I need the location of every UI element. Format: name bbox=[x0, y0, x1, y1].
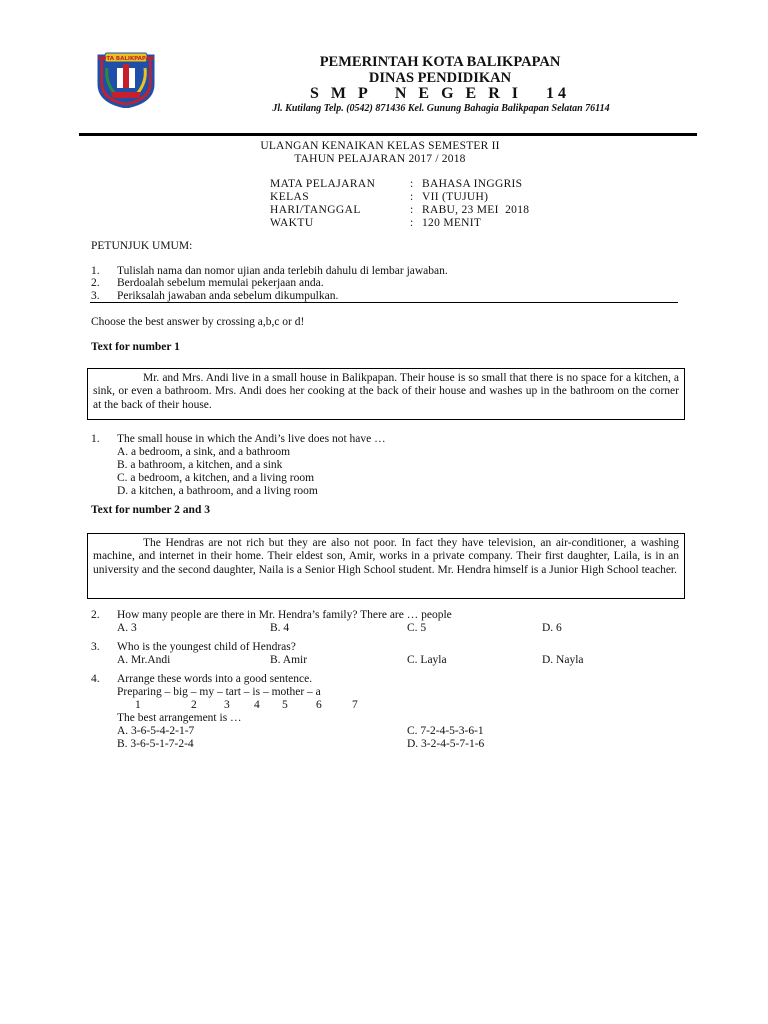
q1-option-a[interactable]: A. a bedroom, a sink, and a bathroom bbox=[117, 446, 291, 458]
question-number: 1. bbox=[91, 433, 100, 445]
school-title: S M P N E G E R I 14 bbox=[309, 85, 570, 102]
question-4-prompt: The best arrangement is … bbox=[117, 712, 242, 724]
q2-option-a[interactable]: A. 3 bbox=[117, 622, 137, 634]
q1-option-b[interactable]: B. a bathroom, a kitchen, and a sink bbox=[117, 459, 283, 471]
info-key: HARI/TANGGAL bbox=[270, 204, 361, 216]
q4-option-d[interactable]: D. 3-2-4-5-7-1-6 bbox=[407, 738, 485, 750]
q1-option-d[interactable]: D. a kitchen, a bathroom, and a living room bbox=[117, 485, 318, 497]
school-address: Jl. Kutilang Telp. (0542) 871436 Kel. Gunung Bahagia Balikpapan Selatan 76114 bbox=[272, 103, 610, 114]
question-4-text: Arrange these words into a good sentence. bbox=[117, 673, 313, 685]
q4-option-a[interactable]: A. 3-6-5-4-2-1-7 bbox=[117, 725, 195, 737]
question-number: 2. bbox=[91, 609, 100, 621]
q1-option-c[interactable]: C. a bedroom, a kitchen, and a living room bbox=[117, 472, 315, 484]
passage-box-1 bbox=[87, 368, 685, 420]
q2-option-b[interactable]: B. 4 bbox=[270, 622, 290, 634]
exam-title: ULANGAN KENAIKAN KELAS SEMESTER II bbox=[260, 140, 500, 152]
q4-option-c[interactable]: C. 7-2-4-5-3-6-1 bbox=[407, 725, 484, 737]
scrambled-words: Preparing – big – my – tart – is – mother – a bbox=[117, 686, 321, 698]
q2-option-d[interactable]: D. 6 bbox=[542, 622, 562, 634]
q3-option-a[interactable]: A. Mr.Andi bbox=[117, 654, 171, 666]
question-1-text: The small house in which the Andi’s live does not have … bbox=[117, 433, 386, 445]
q3-option-d[interactable]: D. Nayla bbox=[542, 654, 584, 666]
word-number: 1 bbox=[135, 699, 141, 711]
info-colon: : bbox=[410, 178, 414, 190]
q4-option-b[interactable]: B. 3-6-5-1-7-2-4 bbox=[117, 738, 194, 750]
question-number: 3. bbox=[91, 641, 100, 653]
word-number: 4 bbox=[254, 699, 260, 711]
dept-title: DINAS PENDIDIKAN bbox=[368, 70, 512, 86]
info-key: WAKTU bbox=[270, 217, 314, 229]
question-3-text: Who is the youngest child of Hendras? bbox=[117, 641, 296, 653]
instruction-text: Berdoalah sebelum memulai pekerjaan anda. bbox=[117, 277, 324, 289]
word-number: 3 bbox=[224, 699, 230, 711]
instruction-num: 1. bbox=[91, 265, 100, 277]
instruction-num: 3. bbox=[91, 290, 100, 302]
word-number: 5 bbox=[282, 699, 288, 711]
info-key: MATA PELAJARAN bbox=[270, 178, 376, 190]
section-heading-2: Text for number 2 and 3 bbox=[91, 504, 210, 516]
instruction-text: Tulislah nama dan nomor ujian anda terlebih dahulu di lembar jawaban. bbox=[117, 265, 448, 277]
word-number: 7 bbox=[352, 699, 358, 711]
instruction-text: Periksalah jawaban anda sebelum dikumpulkan. bbox=[117, 290, 339, 302]
instruction-num: 2. bbox=[91, 277, 100, 289]
gov-title: PEMERINTAH KOTA BALIKPAPAN bbox=[319, 54, 561, 70]
academic-year: TAHUN PELAJARAN 2017 / 2018 bbox=[294, 153, 466, 165]
q3-option-b[interactable]: B. Amir bbox=[270, 654, 308, 666]
passage-text-2: The Hendras are not rich but they are also not poor. In fact they have television, an air-conditioner, a washing machine, and internet in their home. Their eldest son, Amir, works in a private company. Their first daughter, Laila, is in an university and the second daughter, Naila is a Senior High School student. Mr. Hendra himself is a Junior High School teacher. bbox=[93, 537, 679, 576]
info-colon: : bbox=[410, 204, 414, 216]
info-value: RABU, 23 MEI 2018 bbox=[422, 204, 530, 216]
header-divider bbox=[79, 133, 697, 136]
info-value: BAHASA INGGRIS bbox=[422, 178, 523, 190]
word-number: 2 bbox=[191, 699, 197, 711]
info-value: VII (TUJUH) bbox=[422, 191, 489, 203]
info-value: 120 MENIT bbox=[422, 217, 482, 229]
q2-option-c[interactable]: C. 5 bbox=[407, 622, 427, 634]
info-key: KELAS bbox=[270, 191, 310, 203]
instructions-divider bbox=[90, 302, 678, 303]
passage-text-1: Mr. and Mrs. Andi live in a small house in Balikpapan. Their house is so small that there is no space for a kitchen, a sink, or even a bathroom. Mrs. Andi does her cooking at the back of their house and washes up in the bathroom on the corner at the back of their house. bbox=[93, 372, 679, 411]
section-heading-1: Text for number 1 bbox=[91, 341, 180, 353]
question-number: 4. bbox=[91, 673, 100, 685]
choose-instruction: Choose the best answer by crossing a,b,c or d! bbox=[91, 316, 305, 328]
school-logo bbox=[93, 50, 159, 108]
word-number: 6 bbox=[316, 699, 322, 711]
instructions-heading: PETUNJUK UMUM: bbox=[91, 240, 193, 252]
info-colon: : bbox=[410, 217, 414, 229]
info-colon: : bbox=[410, 191, 414, 203]
passage-box-2 bbox=[87, 533, 685, 599]
logo-text: KOTA BALIKPAPAN bbox=[97, 56, 155, 62]
q3-option-c[interactable]: C. Layla bbox=[407, 654, 447, 666]
question-2-text: How many people are there in Mr. Hendra’s family? There are … people bbox=[117, 609, 452, 621]
